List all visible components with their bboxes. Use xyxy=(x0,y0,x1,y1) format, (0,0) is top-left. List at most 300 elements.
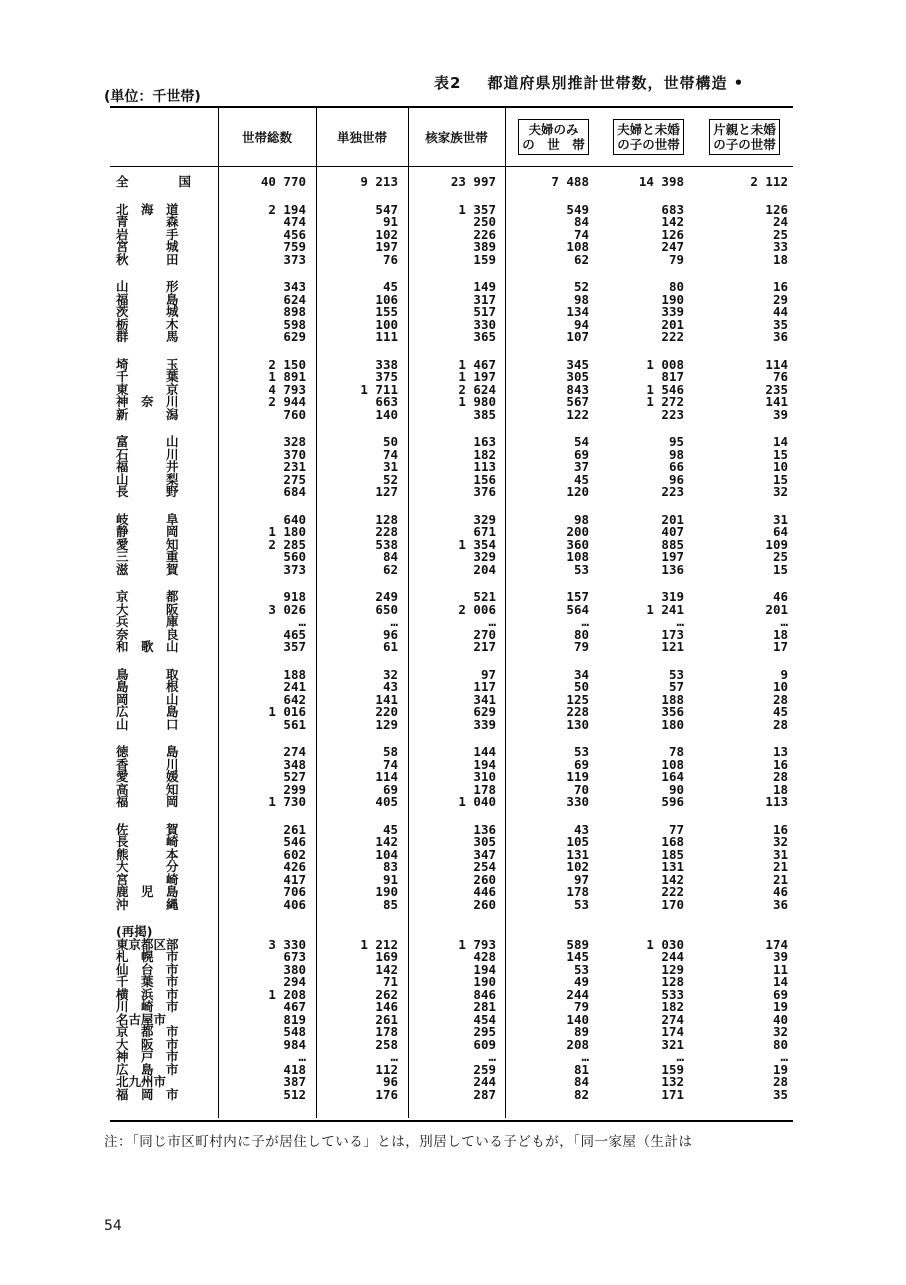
table-cell: 178 xyxy=(375,1024,398,1039)
table-cell: 98 xyxy=(573,511,589,527)
region-name: 長 野 xyxy=(116,484,179,499)
table-cell: 217 xyxy=(473,639,496,654)
table-cell: 34 xyxy=(573,666,589,682)
table-cell: 117 xyxy=(473,679,496,694)
table-cell: 131 xyxy=(661,859,684,874)
table-cell: 21 xyxy=(772,871,788,887)
table-cell: 114 xyxy=(765,356,788,372)
table-cell: 32 xyxy=(382,666,398,682)
value-group xyxy=(316,821,398,912)
table-number: 表2 xyxy=(434,74,462,92)
region-name: 三 重 xyxy=(116,549,179,564)
table-cell: 81 xyxy=(573,1061,589,1077)
table-cell: 43 xyxy=(573,821,589,837)
table-cell: 105 xyxy=(566,834,589,849)
table-cell: 25 xyxy=(772,549,788,564)
region-name: 千 葉 市 xyxy=(116,974,179,989)
table-cell: 275 xyxy=(283,471,306,487)
table-cell: 121 xyxy=(661,639,684,654)
households-table xyxy=(110,106,793,1122)
table-cell: 43 xyxy=(382,679,398,694)
table-cell: 97 xyxy=(573,871,589,887)
table-cell: 50 xyxy=(382,434,398,449)
value-group xyxy=(408,511,496,577)
table-cell: 360 xyxy=(566,536,589,552)
table-cell: 339 xyxy=(661,304,684,319)
table-cell: 305 xyxy=(473,834,496,849)
region-name: 和 歌 山 xyxy=(116,639,179,654)
region-name: 川 崎 市 xyxy=(116,999,179,1014)
table-cell: 174 xyxy=(661,1024,684,1039)
table-cell: 549 xyxy=(566,201,589,217)
value-group xyxy=(408,591,496,654)
table-cell: 46 xyxy=(772,884,788,899)
table-cell: 146 xyxy=(375,999,398,1014)
table-cell: … xyxy=(780,1049,788,1064)
table-cell: 31 xyxy=(772,846,788,862)
table-cell: 66 xyxy=(668,459,684,474)
region-name: 福 島 xyxy=(116,291,179,307)
table-cell: 356 xyxy=(661,704,684,719)
table-cell: 640 xyxy=(283,511,306,527)
value-group xyxy=(598,511,684,577)
table-cell: 157 xyxy=(566,589,589,604)
table-cell: 204 xyxy=(473,561,496,577)
table-cell: 96 xyxy=(382,1074,398,1089)
table-cell: 226 xyxy=(473,226,496,242)
value-group xyxy=(598,356,684,422)
table-cell: 10 xyxy=(772,459,788,474)
table-cell: 546 xyxy=(283,834,306,849)
table-title xyxy=(434,72,744,93)
table-cell: 538 xyxy=(375,536,398,552)
table-cell: 89 xyxy=(573,1024,589,1039)
table-cell: 24 xyxy=(772,214,788,229)
table-cell: 389 xyxy=(473,239,496,254)
table-cell: 58 xyxy=(382,744,398,759)
region-name: 熊 本 xyxy=(116,846,179,862)
table-cell: 80 xyxy=(772,1036,788,1052)
table-cell: 345 xyxy=(566,356,589,372)
table-cell: 145 xyxy=(566,949,589,964)
region-name: 高 知 xyxy=(116,781,179,797)
table-cell: 114 xyxy=(375,769,398,784)
table-cell: 428 xyxy=(473,949,496,964)
table-cell: 2 944 xyxy=(268,394,306,409)
table-cell: 338 xyxy=(375,356,398,372)
table-cell: 347 xyxy=(473,846,496,862)
table-cell: 32 xyxy=(772,1024,788,1039)
table-cell: 182 xyxy=(661,999,684,1014)
table-cell: 174 xyxy=(765,936,788,952)
table-cell: 287 xyxy=(473,1086,496,1102)
table-cell: 108 xyxy=(661,756,684,772)
region-name: 山 形 xyxy=(116,279,179,294)
value-group xyxy=(218,176,306,189)
table-cell: 683 xyxy=(661,201,684,217)
table-cell: 624 xyxy=(283,291,306,307)
table-cell: … xyxy=(676,614,684,629)
table-cell: 1 546 xyxy=(646,381,684,397)
table-cell: 76 xyxy=(382,251,398,267)
table-cell: 142 xyxy=(375,961,398,977)
table-cell: 120 xyxy=(566,484,589,499)
table-cell: 373 xyxy=(283,561,306,577)
table-cell: 629 xyxy=(473,704,496,719)
table-cell: 107 xyxy=(566,329,589,344)
table-cell: 228 xyxy=(375,524,398,539)
value-group xyxy=(218,591,306,654)
table-cell: 1 357 xyxy=(458,201,496,217)
table-cell: 759 xyxy=(283,239,306,254)
table-cell: 53 xyxy=(573,961,589,977)
table-cell: 155 xyxy=(375,304,398,319)
table-cell: 40 xyxy=(772,1011,788,1027)
table-cell: 62 xyxy=(382,561,398,577)
table-cell: 244 xyxy=(661,949,684,964)
region-name: 岐 阜 xyxy=(116,511,179,527)
value-group xyxy=(598,666,684,732)
table-cell: 650 xyxy=(375,601,398,617)
table-cell: 9 213 xyxy=(360,174,398,189)
table-cell: … xyxy=(390,614,398,629)
value-group xyxy=(316,356,398,422)
table-cell: 113 xyxy=(765,794,788,809)
region-name: 富 山 xyxy=(116,434,179,449)
table-cell: 2 006 xyxy=(458,601,496,617)
table-cell: 98 xyxy=(573,291,589,307)
region-name: 神 戸 市 xyxy=(116,1049,179,1064)
table-cell: 45 xyxy=(573,471,589,487)
table-cell: 96 xyxy=(382,626,398,642)
value-group xyxy=(692,926,788,1101)
table-cell: 370 xyxy=(283,446,306,462)
table-cell: 235 xyxy=(765,381,788,397)
table-cell: 23 997 xyxy=(450,174,496,189)
table-cell: 673 xyxy=(283,949,306,964)
table-cell: 244 xyxy=(473,1074,496,1089)
table-cell: 602 xyxy=(283,846,306,862)
table-cell: 13 xyxy=(772,744,788,759)
table-cell: 329 xyxy=(473,549,496,564)
table-cell: 98 xyxy=(668,446,684,462)
table-cell: 31 xyxy=(382,459,398,474)
page-number: 54 xyxy=(104,1218,122,1234)
table-cell: 898 xyxy=(283,304,306,319)
table-cell: 10 xyxy=(772,679,788,694)
table-cell: 79 xyxy=(668,251,684,267)
region-name: 群 馬 xyxy=(116,329,179,344)
table-cell: 560 xyxy=(283,549,306,564)
table-cell: 11 xyxy=(772,961,788,977)
table-cell: 15 xyxy=(772,561,788,577)
table-cell: … xyxy=(390,1049,398,1064)
table-cell: 241 xyxy=(283,679,306,694)
table-cell: 1 793 xyxy=(458,936,496,952)
region-name: 名古屋市 xyxy=(116,1011,167,1027)
region-name: 東京都区部 xyxy=(116,936,179,952)
table-cell: 817 xyxy=(661,369,684,384)
header-nuclear: 核家族世帯 xyxy=(425,129,488,145)
region-name: 北九州市 xyxy=(116,1074,167,1089)
value-group xyxy=(598,436,684,499)
header-single: 単独世帯 xyxy=(336,129,387,145)
table-cell: 260 xyxy=(473,896,496,912)
table-cell: 84 xyxy=(382,549,398,564)
table-cell: 84 xyxy=(573,1074,589,1089)
table-cell: 671 xyxy=(473,524,496,539)
table-cell: 54 xyxy=(573,434,589,449)
value-group xyxy=(316,201,398,267)
value-group xyxy=(408,926,496,1101)
table-cell: 39 xyxy=(772,949,788,964)
value-group xyxy=(218,356,306,422)
header-couple-children: 夫婦と未婚 の子の世帯 xyxy=(601,108,696,166)
region-group xyxy=(110,591,218,654)
region-group xyxy=(110,176,218,189)
table-cell: 567 xyxy=(566,394,589,409)
table-cell: 521 xyxy=(473,589,496,604)
table-cell: 100 xyxy=(375,316,398,332)
value-group xyxy=(316,436,398,499)
region-name: 山 口 xyxy=(116,716,179,732)
table-cell: 16 xyxy=(772,279,788,294)
table-cell: 50 xyxy=(573,679,589,694)
table-cell: 53 xyxy=(573,896,589,912)
region-name: 宮 城 xyxy=(116,239,179,254)
table-cell: 385 xyxy=(473,406,496,422)
table-cell: 228 xyxy=(566,704,589,719)
value-group xyxy=(316,176,398,189)
table-cell: 46 xyxy=(772,589,788,604)
table-cell: 64 xyxy=(772,524,788,539)
region-name: 北 海 道 xyxy=(116,201,179,217)
region-name: 全 国 xyxy=(116,174,192,189)
value-group xyxy=(505,436,589,499)
region-group xyxy=(110,436,218,499)
table-cell: 407 xyxy=(661,524,684,539)
table-cell: 136 xyxy=(473,821,496,837)
region-name: 栃 木 xyxy=(116,316,179,332)
table-cell: 1 040 xyxy=(458,794,496,809)
region-name: 島 根 xyxy=(116,679,179,694)
table-cell: 299 xyxy=(283,781,306,797)
value-group xyxy=(692,746,788,809)
region-name: 横 浜 市 xyxy=(116,986,179,1002)
table-cell: 223 xyxy=(661,484,684,499)
value-group xyxy=(218,436,306,499)
table-cell: 1 711 xyxy=(360,381,398,397)
table-cell: 3 026 xyxy=(268,601,306,617)
value-group xyxy=(505,821,589,912)
table-cell: 32 xyxy=(772,834,788,849)
region-name: 岩 手 xyxy=(116,226,179,242)
table-cell: 328 xyxy=(283,434,306,449)
table-cell: 69 xyxy=(573,446,589,462)
table-cell: 222 xyxy=(661,329,684,344)
region-name: 広 島 市 xyxy=(116,1061,179,1077)
value-group xyxy=(408,666,496,732)
region-name: 佐 賀 xyxy=(116,821,179,837)
table-cell: 126 xyxy=(661,226,684,242)
table-cell: 128 xyxy=(661,974,684,989)
table-cell: 270 xyxy=(473,626,496,642)
table-cell: 16 xyxy=(772,821,788,837)
value-group xyxy=(598,926,684,1101)
table-cell: 108 xyxy=(566,549,589,564)
table-cell: 527 xyxy=(283,769,306,784)
table-cell: 1 197 xyxy=(458,369,496,384)
table-cell: 201 xyxy=(661,316,684,332)
table-cell: 1 008 xyxy=(646,356,684,372)
table-cell: 1 180 xyxy=(268,524,306,539)
region-name: 奈 良 xyxy=(116,626,179,642)
table-cell: 4 793 xyxy=(268,381,306,397)
table-cell: 79 xyxy=(573,999,589,1014)
table-cell: 45 xyxy=(382,279,398,294)
table-cell: 74 xyxy=(382,756,398,772)
table-cell: 159 xyxy=(661,1061,684,1077)
table-cell: 2 150 xyxy=(268,356,306,372)
table-cell: 140 xyxy=(375,406,398,422)
table-cell: 2 194 xyxy=(268,201,306,217)
table-cell: 2 624 xyxy=(458,381,496,397)
table-cell: 197 xyxy=(375,239,398,254)
table-cell: 94 xyxy=(573,316,589,332)
table-cell: 3 330 xyxy=(268,936,306,952)
table-cell: 142 xyxy=(375,834,398,849)
table-cell: 78 xyxy=(668,744,684,759)
table-cell: 178 xyxy=(473,781,496,797)
region-group xyxy=(110,201,218,267)
table-cell: 53 xyxy=(668,666,684,682)
region-name: 香 川 xyxy=(116,756,179,772)
table-cell: 194 xyxy=(473,961,496,977)
table-cell: 348 xyxy=(283,756,306,772)
table-cell: 171 xyxy=(661,1086,684,1102)
region-name: 千 葉 xyxy=(116,369,179,384)
table-cell: 417 xyxy=(283,871,306,887)
value-group xyxy=(218,746,306,809)
table-cell: 250 xyxy=(473,214,496,229)
table-cell: 244 xyxy=(566,986,589,1002)
table-cell: 185 xyxy=(661,846,684,862)
table-cell: 418 xyxy=(283,1061,306,1077)
table-cell: 95 xyxy=(668,434,684,449)
table-cell: 561 xyxy=(283,716,306,732)
table-cell: 188 xyxy=(283,666,306,682)
table-cell: 129 xyxy=(375,716,398,732)
table-cell: 141 xyxy=(375,691,398,707)
region-group xyxy=(110,356,218,422)
table-cell: 39 xyxy=(772,406,788,422)
table-cell: 254 xyxy=(473,859,496,874)
table-cell: 142 xyxy=(661,871,684,887)
table-cell: 125 xyxy=(566,691,589,707)
value-group xyxy=(505,281,589,344)
value-group xyxy=(505,591,589,654)
value-group xyxy=(408,821,496,912)
table-cell: 132 xyxy=(661,1074,684,1089)
table-cell: 281 xyxy=(473,999,496,1014)
value-group xyxy=(316,281,398,344)
header-single-parent: 片親と未婚 の子の世帯 xyxy=(698,108,791,166)
table-cell: … xyxy=(488,1049,496,1064)
region-name: 山 梨 xyxy=(116,471,179,487)
table-cell: 36 xyxy=(772,329,788,344)
table-cell: 111 xyxy=(375,329,398,344)
table-cell: 188 xyxy=(661,691,684,707)
table-cell: 176 xyxy=(375,1086,398,1102)
table-cell: 80 xyxy=(573,626,589,642)
table-cell: 406 xyxy=(283,896,306,912)
table-cell: 310 xyxy=(473,769,496,784)
table-cell: 106 xyxy=(375,291,398,307)
table-cell: 169 xyxy=(375,949,398,964)
table-cell: 629 xyxy=(283,329,306,344)
value-group xyxy=(316,926,398,1101)
table-cell: 426 xyxy=(283,859,306,874)
table-cell: 36 xyxy=(772,896,788,912)
table-cell: 141 xyxy=(765,394,788,409)
value-group xyxy=(598,746,684,809)
table-cell: 706 xyxy=(283,884,306,899)
region-name: (再掲) xyxy=(116,924,153,939)
table-cell: 96 xyxy=(668,471,684,487)
table-cell: 1 212 xyxy=(360,936,398,952)
table-cell: 843 xyxy=(566,381,589,397)
region-name: 大 阪 市 xyxy=(116,1036,179,1052)
table-cell: 249 xyxy=(375,589,398,604)
table-cell: 119 xyxy=(566,769,589,784)
table-cell: 28 xyxy=(772,1074,788,1089)
table-cell: 182 xyxy=(473,446,496,462)
table-cell: 108 xyxy=(566,239,589,254)
table-cell: … xyxy=(488,614,496,629)
table-cell: 128 xyxy=(375,511,398,527)
value-group xyxy=(692,821,788,912)
table-cell: 69 xyxy=(573,756,589,772)
value-group xyxy=(408,201,496,267)
value-group xyxy=(408,356,496,422)
value-group xyxy=(692,356,788,422)
region-name: 福 岡 xyxy=(116,794,179,809)
table-cell: 365 xyxy=(473,329,496,344)
table-cell: 343 xyxy=(283,279,306,294)
table-cell: 62 xyxy=(573,251,589,267)
table-cell: 589 xyxy=(566,936,589,952)
region-group xyxy=(110,746,218,809)
table-cell: 52 xyxy=(382,471,398,487)
value-group xyxy=(692,176,788,189)
value-group xyxy=(692,511,788,577)
table-cell: 16 xyxy=(772,756,788,772)
value-group xyxy=(218,666,306,732)
table-cell: 357 xyxy=(283,639,306,654)
table-cell: 2 285 xyxy=(268,536,306,552)
region-name: 宮 崎 xyxy=(116,871,179,887)
table-cell: 28 xyxy=(772,716,788,732)
table-cell: … xyxy=(780,614,788,629)
table-cell: … xyxy=(581,614,589,629)
table-cell: 25 xyxy=(772,226,788,242)
table-cell: 9 xyxy=(780,666,788,682)
table-cell: 15 xyxy=(772,471,788,487)
region-name: 青 森 xyxy=(116,214,179,229)
table-cell: 201 xyxy=(661,511,684,527)
table-cell: 44 xyxy=(772,304,788,319)
table-cell: 564 xyxy=(566,601,589,617)
